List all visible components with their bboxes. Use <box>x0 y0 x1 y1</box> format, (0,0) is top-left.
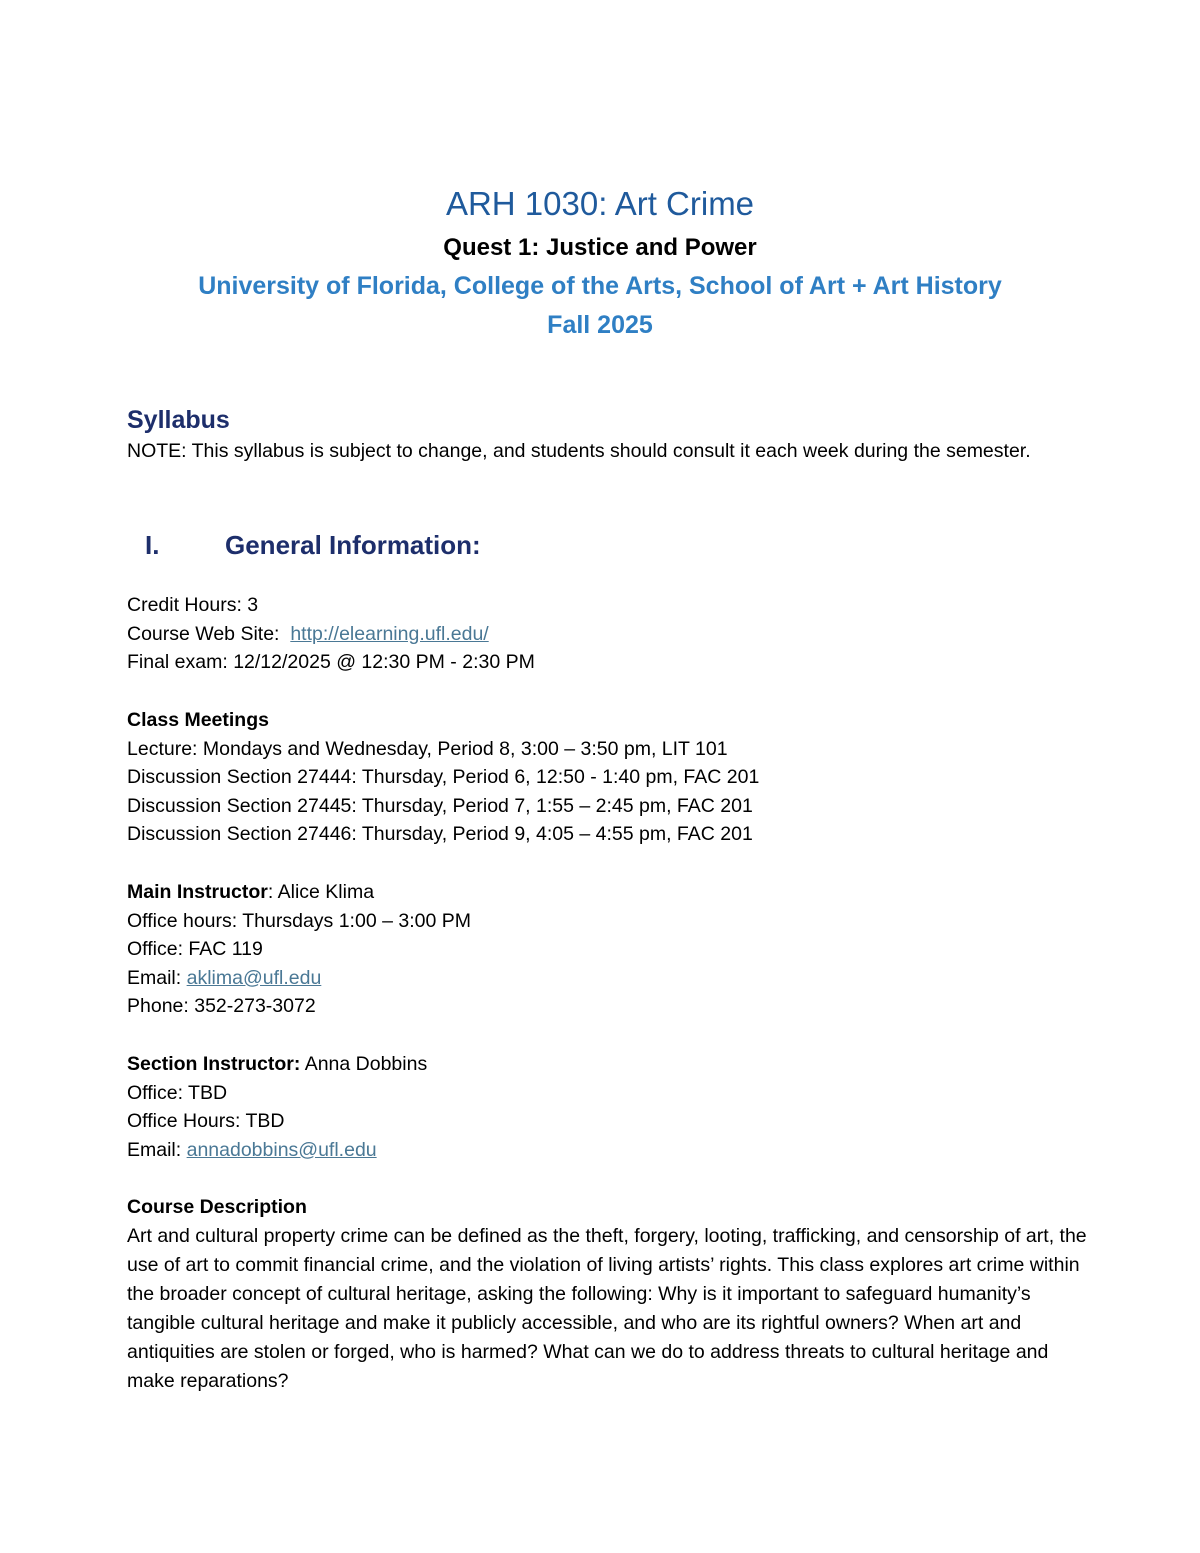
main-instructor-line <box>127 878 1087 907</box>
meeting-lecture: Lecture: Mondays and Wednesday, Period 8, 3:00 – 3:50 pm, LIT 101 <box>127 737 728 760</box>
section-heading-general <box>145 528 481 562</box>
term-line: Fall 2025 <box>547 311 653 339</box>
section-email-line <box>127 1136 1087 1165</box>
main-instructor-name: : Alice Klima <box>267 881 375 903</box>
main-office: Office: FAC 119 <box>127 938 263 961</box>
section-email-link[interactable]: annadobbins@ufl.edu <box>186 1138 377 1161</box>
course-website-label: Course Web Site: <box>127 622 280 645</box>
final-exam: Final exam: 12/12/2025 @ 12:30 PM - 2:30 PM <box>127 651 535 674</box>
course-website-line <box>127 620 1087 649</box>
class-meetings-heading: Class Meetings <box>127 709 269 731</box>
section-instructor-name: Anna Dobbins <box>300 1053 428 1075</box>
syllabus-heading: Syllabus <box>127 406 230 434</box>
main-office-hours: Office hours: Thursdays 1:00 – 3:00 PM <box>127 909 471 932</box>
course-website-link[interactable]: http://elearning.ufl.edu/ <box>290 622 489 645</box>
section-number: I. <box>145 530 160 560</box>
course-description-heading-wrap <box>127 1193 1087 1222</box>
section-title: General Information: <box>225 530 481 560</box>
main-email-link[interactable]: aklima@ufl.edu <box>186 966 322 989</box>
main-instructor-label: Main Instructor <box>127 881 268 903</box>
course-description-heading: Course Description <box>127 1196 307 1218</box>
course-description-text: Art and cultural property crime can be defined as the theft, forgery, looting, trafficking, and censorship of art, the use of art to commit financial crime, and the violation of living artists’ rights. This class explores art crime within the broader concept of cultural heritage, asking the following: Why is it important to safeguard humanity’s tangible cultural heritage and make it publicly accessible, and who are its rightful owners? When art and antiquities are stolen or forged, who is harmed? What can we do to address threats to cultural heritage and make reparations? <box>127 1225 1087 1392</box>
section-office: Office: TBD <box>127 1081 228 1104</box>
general-info <box>127 591 1087 677</box>
meeting-discussion-27444: Discussion Section 27444: Thursday, Period 6, 12:50 - 1:40 pm, FAC 201 <box>127 766 760 789</box>
syllabus-note: NOTE: This syllabus is subject to change, and students should consult it each week during the semester. <box>127 440 1031 462</box>
section-email-label: Email: <box>127 1138 182 1161</box>
credit-hours: Credit Hours: 3 <box>127 594 259 616</box>
main-email-line <box>127 964 1087 993</box>
quest-subtitle: Quest 1: Justice and Power <box>443 234 757 261</box>
main-instructor-info <box>127 878 1087 1021</box>
main-phone: Phone: 352-273-3072 <box>127 995 316 1018</box>
course-title: ARH 1030: Art Crime <box>445 185 755 222</box>
section-office-hours: Office Hours: TBD <box>127 1110 285 1133</box>
section-instructor-label: Section Instructor: <box>127 1053 301 1075</box>
meeting-discussion-27446: Discussion Section 27446: Thursday, Period 9, 4:05 – 4:55 pm, FAC 201 <box>127 823 753 846</box>
main-email-label: Email: <box>127 966 182 989</box>
section-instructor-line <box>127 1050 1087 1079</box>
meeting-discussion-27445: Discussion Section 27445: Thursday, Period 7, 1:55 – 2:45 pm, FAC 201 <box>127 794 753 817</box>
class-meetings <box>127 706 1087 849</box>
institution-line: University of Florida, College of the Arts, School of Art + Art History <box>198 272 1002 300</box>
section-instructor-info <box>127 1050 1087 1164</box>
